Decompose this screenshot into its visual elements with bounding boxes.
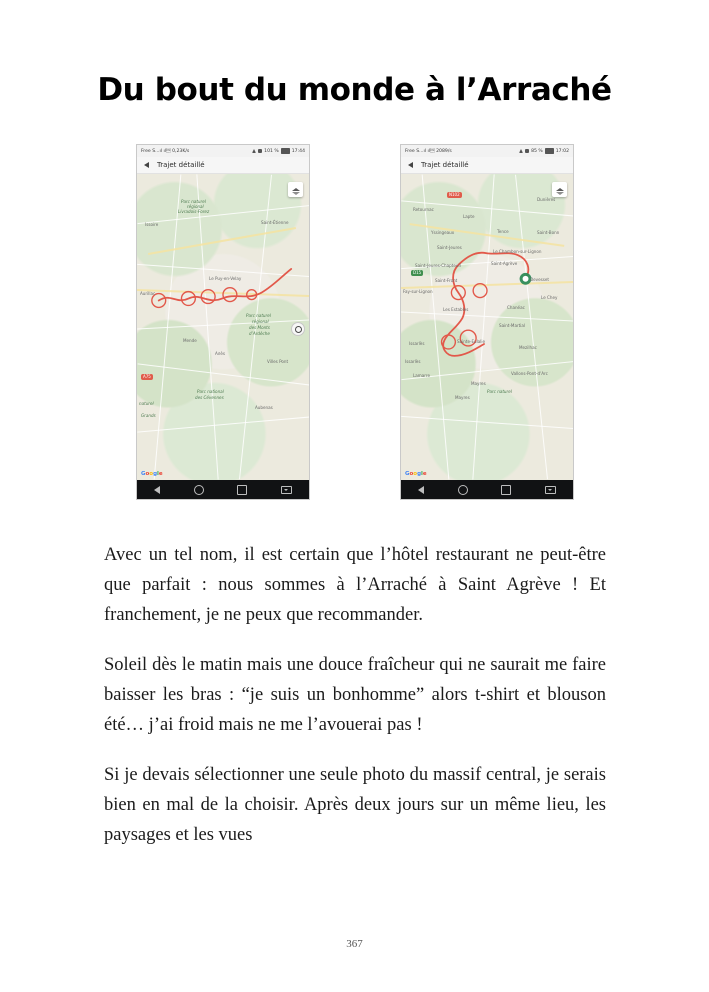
status-bar (401, 145, 573, 157)
map-label: Vallons-Pont-d'Arc (511, 371, 548, 376)
wifi-icon (525, 149, 529, 153)
map-label: Dunières (537, 197, 556, 202)
status-right (252, 148, 305, 154)
map-label: Saint-Front (435, 278, 458, 283)
layers-icon[interactable] (552, 182, 567, 197)
map-label: Saint-Étienne (261, 220, 289, 225)
paragraph: Avec un tel nom, il est certain que l’hôtel restaurant ne peut-être que parfait : nous sommes à l’Arraché à Saint Agrève ! Et franchement, je ne peux que recommander. (104, 545, 606, 625)
phone-screenshot-left (136, 144, 310, 500)
clock: 17:02 (555, 148, 569, 154)
map-label: Issarlès (409, 341, 425, 346)
map-label: Lapte (463, 214, 475, 219)
map-label: Aurillac (140, 291, 156, 296)
locate-icon[interactable] (291, 322, 305, 336)
map-label: Les Estables (443, 307, 469, 312)
body-text (104, 540, 606, 850)
map-label: Le Chey (541, 295, 558, 300)
map-label: Lamarre (413, 373, 431, 378)
route-overlay (401, 174, 573, 476)
map-label: Issarlès (405, 359, 421, 364)
nav-recents-icon[interactable] (501, 485, 511, 495)
nav-keyboard-icon[interactable] (545, 486, 556, 494)
map-label: Aлès (215, 351, 226, 356)
nav-recents-icon[interactable] (237, 485, 247, 495)
map-label: Mayres (471, 381, 486, 386)
map-label: Issoire (145, 222, 159, 227)
battery-icon (545, 148, 554, 154)
map-label: Parc national (197, 389, 224, 394)
map-label: Mayres (455, 395, 470, 400)
page-title: Du bout du monde à l’Arraché (97, 72, 612, 108)
nav-back-icon[interactable] (154, 486, 160, 494)
map-label: régional (187, 204, 204, 209)
road-shield-badge: A75 (143, 373, 151, 379)
paragraph: Soleil dès le matin mais une douce fraîcheur qui ne saurait me faire baisser les bras : “je suis un bonhomme” alors t-shirt et blouson été… j’ai froid mais ne me l’avouerai pas ! (104, 655, 606, 735)
signal-icon (519, 149, 523, 153)
map-label: des Monts (249, 325, 270, 330)
map-label: Yssingeaux (431, 230, 455, 235)
map-label: Retournac (413, 207, 434, 212)
app-bar (401, 157, 573, 174)
battery-percent: 101 % (264, 148, 279, 154)
phone-screenshot-right (400, 144, 574, 500)
map-label: Devesset (530, 277, 550, 282)
map-label: Fay-sur-Lignon (403, 289, 433, 294)
android-nav-bar (401, 480, 573, 499)
map-label: des Cévennes (195, 395, 224, 400)
map-label: Saint-Agrève (491, 261, 518, 266)
map-label: Sainte-Eulalie (457, 339, 486, 344)
page-number: 367 (346, 938, 363, 950)
map-label: Tence (497, 229, 509, 234)
map-label: Livradois-Forez (178, 209, 210, 214)
app-bar (137, 157, 309, 174)
wifi-icon (258, 149, 262, 153)
road-shield-badge: N102 (449, 191, 460, 197)
clock: 17:44 (291, 148, 305, 154)
map-label: Aubenas (255, 405, 273, 410)
map-canvas[interactable] (401, 174, 573, 480)
map-label: Parc naturel (487, 389, 512, 394)
nav-home-icon[interactable] (194, 485, 204, 495)
map-label: d’Ardèche (249, 331, 270, 336)
map-label: Mezilhac (519, 345, 537, 350)
nav-back-icon[interactable] (418, 486, 424, 494)
status-left: Free S...ıl ıl 0,23K/s (141, 149, 190, 154)
map-label: Saint-Jeures-Chapteuil (415, 263, 461, 268)
screenshot-row (0, 144, 709, 504)
app-bar-title: Trajet détaillé (421, 161, 469, 169)
nav-home-icon[interactable] (458, 485, 468, 495)
layers-icon[interactable] (288, 182, 303, 197)
status-right (519, 148, 569, 154)
map-label: Parc naturel (246, 313, 271, 318)
back-arrow-icon[interactable] (144, 162, 149, 168)
map-canvas[interactable] (137, 174, 309, 480)
road-shield-badge: D15 (413, 269, 422, 275)
map-label: Saint-Martial (499, 323, 526, 328)
map-label: Le Chambon-sur-Lignon (493, 249, 542, 254)
android-nav-bar (137, 480, 309, 499)
google-logo: Google (141, 471, 163, 477)
map-label: Saint-Jeures (437, 245, 462, 250)
signal-icon (252, 149, 256, 153)
back-arrow-icon[interactable] (408, 162, 413, 168)
map-label: naturel (139, 401, 154, 406)
status-left: Free S...ıl ıl 2089/s (405, 149, 452, 154)
nav-keyboard-icon[interactable] (281, 486, 292, 494)
map-label: Parc naturel (181, 199, 206, 204)
map-label: Villes Pont (267, 359, 289, 364)
map-label: régional (252, 319, 269, 324)
map-label: Le Puy-en-Velay (209, 276, 242, 281)
map-label: Saint-Bonn (537, 230, 560, 235)
map-label: Grands (141, 413, 156, 418)
battery-percent: 85 % (531, 148, 543, 154)
map-label: Mende (183, 338, 197, 343)
map-label: Chanéac (507, 305, 525, 310)
google-logo: Google (405, 471, 427, 477)
battery-icon (281, 148, 290, 154)
app-bar-title: Trajet détaillé (157, 161, 205, 169)
status-bar (137, 145, 309, 157)
paragraph: Si je devais sélectionner une seule photo du massif central, je serais bien en mal de la choisir. Après deux jours sur un même lieu, les paysages et les vues (104, 765, 606, 845)
